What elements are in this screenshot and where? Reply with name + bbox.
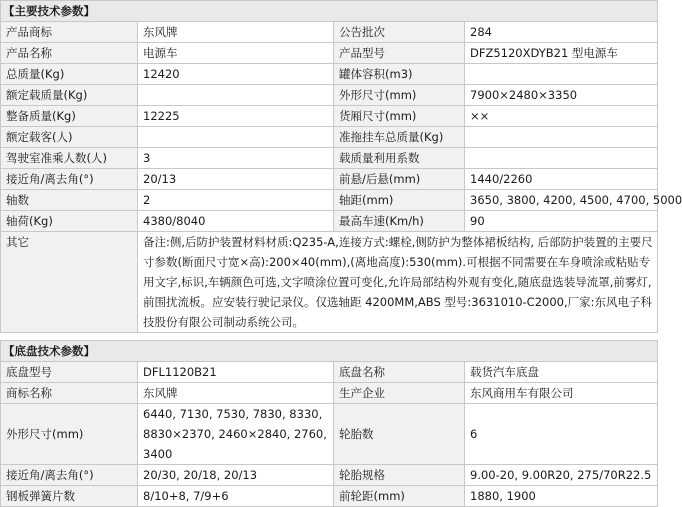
table-row (1, 64, 658, 85)
param-value: 东风牌 (138, 383, 334, 404)
table-row (1, 362, 658, 383)
section-header-row (1, 341, 658, 362)
param-value (138, 127, 334, 148)
param-label: 驾驶室准乘人数(人) (1, 148, 138, 169)
remarks-row (1, 232, 658, 333)
table-row (1, 169, 658, 190)
param-value: 1880, 1900 (465, 486, 658, 507)
param-label: 轮胎数 (334, 404, 465, 465)
param-label: 外形尺寸(mm) (1, 404, 138, 465)
param-label: 额定载客(人) (1, 127, 138, 148)
remarks-text: 备注:侧,后防护装置材料材质:Q235-A,连接方式:螺栓,侧防护为整体裙板结构, 后部防护装置的主要尺寸参数(断面尺寸宽×高):200×40(mm),(离地高度):530(mm).可根据不同需要在车身喷涂或粘贴专用文字,标识,车辆颜色可选,文字喷涂位置可变化,允许局部结构外观有变化,随底盘选装导流罩,前雾灯,前围扰流板。应安装行驶记录仪。仅选轴距 4200MM,ABS 型号:3631010-C2000,厂家:东风电子科技股份有限公司制动系统公司。 (138, 232, 658, 333)
param-value: 6440, 7130, 7530, 7830, 8330, 8830×2370, 2460×2840, 2760, 3400 (138, 404, 334, 465)
param-label: 前轮距(mm) (334, 486, 465, 507)
param-value: ×× (465, 106, 658, 127)
param-label: 外形尺寸(mm) (334, 85, 465, 106)
table-row (1, 127, 658, 148)
param-label: 载质量利用系数 (334, 148, 465, 169)
param-label: 轮胎规格 (334, 465, 465, 486)
param-label: 总质量(Kg) (1, 64, 138, 85)
param-label: 货厢尺寸(mm) (334, 106, 465, 127)
table-row (1, 465, 658, 486)
param-label: 钢板弹簧片数 (1, 486, 138, 507)
param-label: 产品型号 (334, 43, 465, 64)
table-row (1, 404, 658, 465)
param-label: 前悬/后悬(mm) (334, 169, 465, 190)
param-value: 12420 (138, 64, 334, 85)
param-label: 最高车速(Km/h) (334, 211, 465, 232)
param-label: 公告批次 (334, 22, 465, 43)
param-label: 轴距(mm) (334, 190, 465, 211)
param-value: 20/13 (138, 169, 334, 190)
table-row (1, 190, 658, 211)
param-label: 产品商标 (1, 22, 138, 43)
table-row (1, 486, 658, 507)
param-label: 商标名称 (1, 383, 138, 404)
chassis-tech-params-table (0, 340, 658, 507)
param-label: 罐体容积(m3) (334, 64, 465, 85)
param-value: 电源车 (138, 43, 334, 64)
param-value (138, 85, 334, 106)
param-value: 12225 (138, 106, 334, 127)
param-value: 8/10+8, 7/9+6 (138, 486, 334, 507)
param-value: 3650, 3800, 4200, 4500, 4700, 5000 (465, 190, 658, 211)
table-row (1, 85, 658, 106)
param-value: 东风商用车有限公司 (465, 383, 658, 404)
param-value: 284 (465, 22, 658, 43)
param-value: DFL1120B21 (138, 362, 334, 383)
param-value (465, 127, 658, 148)
param-value: 东风牌 (138, 22, 334, 43)
param-value: 6 (465, 404, 658, 465)
remarks-label: 其它 (1, 232, 138, 333)
table-row (1, 43, 658, 64)
table-row (1, 211, 658, 232)
param-value (465, 64, 658, 85)
param-value: 7900×2480×3350 (465, 85, 658, 106)
param-label: 整备质量(Kg) (1, 106, 138, 127)
main-params-title: 【主要技术参数】 (1, 1, 658, 22)
table-row (1, 383, 658, 404)
param-label: 准拖挂车总质量(Kg) (334, 127, 465, 148)
param-value (465, 148, 658, 169)
param-label: 底盘型号 (1, 362, 138, 383)
table-row (1, 22, 658, 43)
param-label: 接近角/离去角(°) (1, 465, 138, 486)
param-value: 9.00-20, 9.00R20, 275/70R22.5 (465, 465, 658, 486)
param-value: 载货汽车底盘 (465, 362, 658, 383)
table-row (1, 148, 658, 169)
param-label: 底盘名称 (334, 362, 465, 383)
param-label: 接近角/离去角(°) (1, 169, 138, 190)
param-value: 4380/8040 (138, 211, 334, 232)
param-value: 2 (138, 190, 334, 211)
param-value: 1440/2260 (465, 169, 658, 190)
param-value: 20/30, 20/18, 20/13 (138, 465, 334, 486)
param-label: 轴数 (1, 190, 138, 211)
table-row (1, 106, 658, 127)
param-label: 轴荷(Kg) (1, 211, 138, 232)
param-label: 生产企业 (334, 383, 465, 404)
section-header-row (1, 1, 658, 22)
param-value: DFZ5120XDYB21 型电源车 (465, 43, 658, 64)
chassis-params-title: 【底盘技术参数】 (1, 341, 658, 362)
param-value: 3 (138, 148, 334, 169)
param-label: 产品名称 (1, 43, 138, 64)
param-value: 90 (465, 211, 658, 232)
param-label: 额定载质量(Kg) (1, 85, 138, 106)
